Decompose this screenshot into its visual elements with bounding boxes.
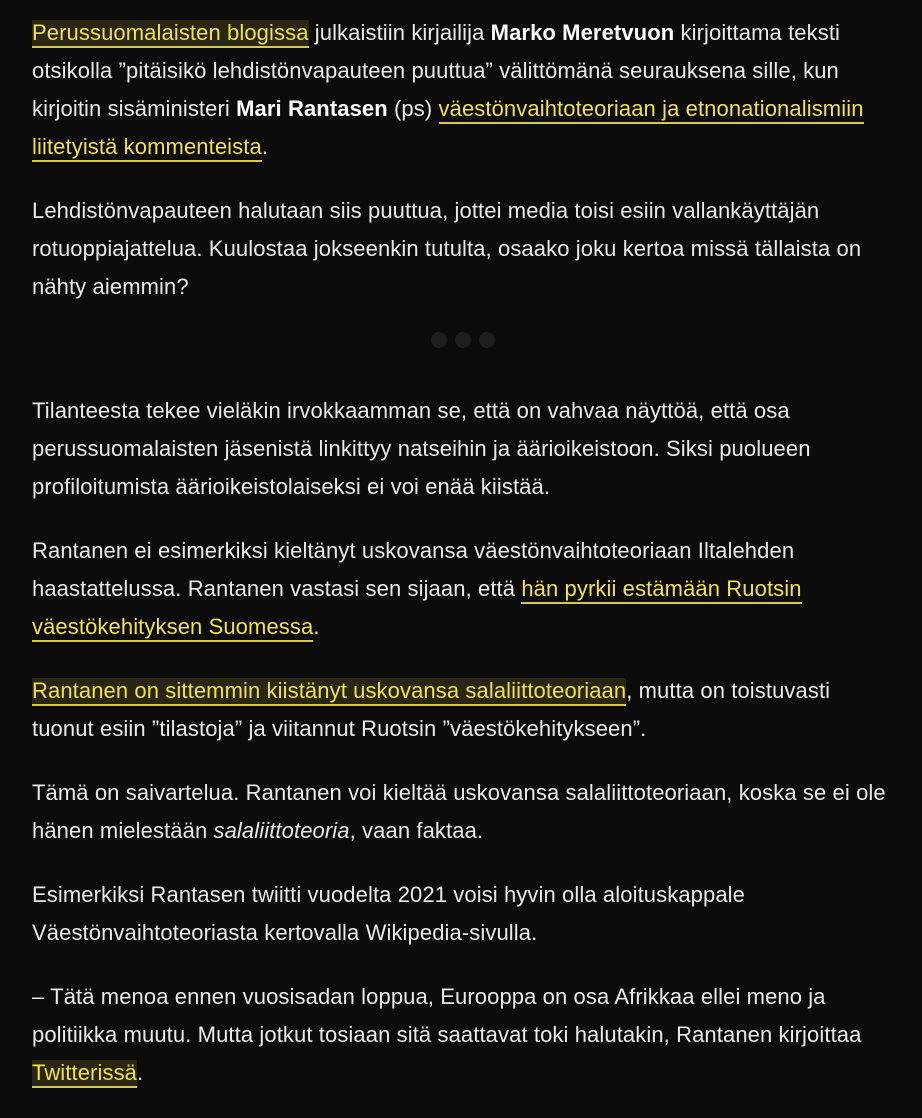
paragraph-8-text-1: – Tätä menoa ennen vuosisadan loppua, Eurooppa on osa Afrikkaa ellei meno ja politiikka muutu. Mutta jotkut tosiaan sitä saattavat toki halutakin, Rantanen kirjoittaa [32, 984, 862, 1047]
author-name: Marko Meretvuon [490, 20, 675, 45]
paragraph-6-text-1: Tämä on saivartelua. Rantanen voi kieltää uskovansa salaliittoteoriaan, koska se ei ole hänen mielestään [32, 780, 886, 843]
content-divider [32, 332, 894, 348]
minister-name: Mari Rantasen [236, 96, 388, 121]
paragraph-1-text-4: . [261, 134, 269, 159]
paragraph-5-text-1: , mutta on toistuvasti tuonut esiin ”tilastoja” ja viitannut Ruotsin ”väestökehitykseen”. [32, 678, 831, 741]
divider-dot [455, 332, 471, 348]
paragraph-3: Tilanteesta tekee vieläkin irvokkaamman se, että on vahvaa näyttöä, että osa perussuomalaisten jäsenistä linkittyy natseihin ja äärioikeistoon. Siksi puolueen profiloitumista äärioikeistolaiseksi ei voi enää kiistää. [32, 398, 811, 499]
link-vaestonvaihtoteoriaan-kommenteista[interactable]: väestönvaihtoteoriaan ja etnonationalismiin liitetyistä kommenteista [32, 96, 864, 162]
divider-dot [431, 332, 447, 348]
paragraph-1-text-3: (ps) [387, 96, 439, 121]
paragraph-8-text-2: . [137, 1060, 144, 1085]
paragraph-1 [32, 14, 894, 166]
paragraph-1-text-2: kirjoittama teksti otsikolla ”pitäisikö lehdistönvapauteen puuttua” välittömänä seurauksena sille, kun kirjoitin sisäministeri [32, 20, 841, 121]
paragraph-1-text-1: julkaistiin kirjailija [308, 20, 491, 45]
divider-dot [479, 332, 495, 348]
link-kiistanyt-salaliittoteoriaan[interactable]: Rantanen on sittemmin kiistänyt uskovansa salaliittoteoriaan [32, 678, 626, 706]
paragraph-5 [32, 672, 894, 748]
paragraph-4-text-2: . [313, 614, 320, 639]
paragraph-4-text-1: Rantanen ei esimerkiksi kieltänyt uskovansa väestönvaihtoteoriaan Iltalehden haastattelussa. Rantanen vastasi sen sijaan, että [32, 538, 795, 601]
paragraph-4 [32, 532, 894, 646]
italic-term: salaliittoteoria [213, 818, 350, 843]
paragraph-8 [32, 978, 894, 1092]
paragraph-6 [32, 774, 894, 850]
paragraph-6-text-2: , vaan faktaa. [349, 818, 484, 843]
paragraph-2: Lehdistönvapauteen halutaan siis puuttua, jottei media toisi esiin vallankäyttäjän rotuoppiajattelua. Kuulostaa jokseenkin tutulta, osaako joku kertoa missä tällaista on nähty aiemmin? [32, 198, 862, 299]
article-body [32, 14, 894, 1118]
link-twitterissa[interactable]: Twitterissä [32, 1060, 137, 1088]
link-perussuomalaisten-blogissa[interactable]: Perussuomalaisten blogissa [32, 20, 309, 48]
link-ruotsin-vaestokehitys[interactable]: hän pyrkii estämään Ruotsin väestökehityksen Suomessa [32, 576, 802, 642]
paragraph-7: Esimerkiksi Rantasen twiitti vuodelta 2021 voisi hyvin olla aloituskappale Väestönvaihtoteoriasta kertovalla Wikipedia-sivulla. [32, 882, 745, 945]
